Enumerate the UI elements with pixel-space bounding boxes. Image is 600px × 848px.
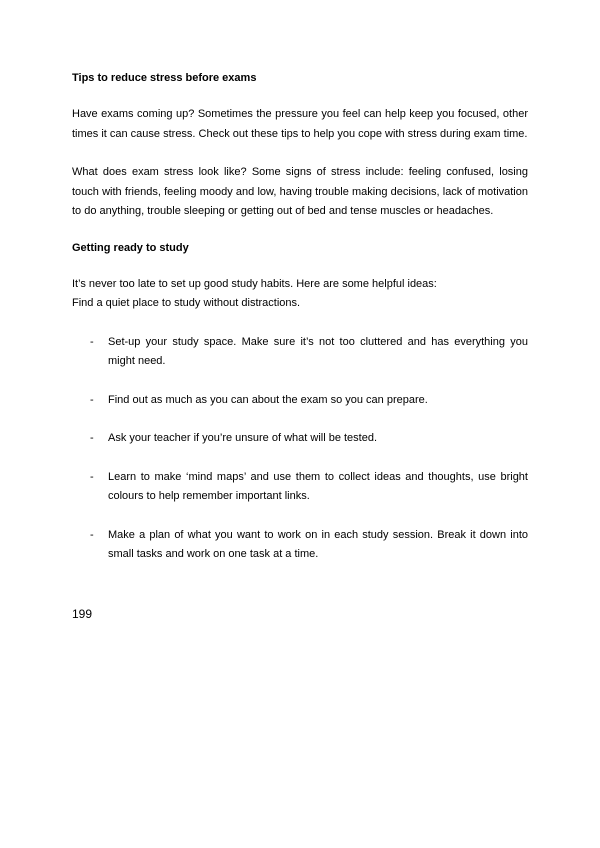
intro-paragraph: Have exams coming up? Sometimes the pressure you feel can help keep you focused, other times it can cause stress. Check out these tips to help you cope with stress during exam time. (72, 108, 528, 140)
page-number: 199 (72, 607, 93, 621)
document-body (72, 71, 528, 565)
list-item (72, 468, 528, 507)
list-item-text: Set-up your study space. Make sure it’s not too cluttered and has everything you might need. (108, 335, 528, 367)
bullet-dash: - (90, 470, 94, 483)
list-item (72, 333, 528, 372)
list-item-text: Make a plan of what you want to work on in each study session. Break it down into small tasks and work on one task at a time. (108, 528, 528, 560)
section-heading-study: Getting ready to study (72, 241, 189, 254)
list-item-text: Learn to make ‘mind maps’ and use them to collect ideas and thoughts, use bright colours to help remember important links. (108, 470, 528, 502)
list-item (72, 429, 528, 449)
section-heading-stress: Tips to reduce stress before exams (72, 72, 257, 84)
list-item-text: Ask your teacher if you’re unsure of what will be tested. (108, 432, 378, 444)
list-item-text: Find out as much as you can about the exam so you can prepare. (108, 393, 428, 406)
list-item (72, 391, 528, 411)
bullet-dash: - (90, 393, 94, 406)
signs-of-stress-paragraph: What does exam stress look like? Some signs of stress include: feeling confused, losing touch with friends, feeling moody and low, having trouble making decisions, lack of motivation to do anything, trouble sleeping or getting out of bed and tense muscles or headaches. (72, 166, 528, 217)
study-habits-intro: It’s never too late to set up good study habits. Here are some helpful ideas: (72, 277, 437, 290)
bullet-dash: - (90, 528, 94, 541)
study-tips-list (72, 333, 528, 565)
list-item (72, 526, 528, 565)
bullet-dash: - (90, 335, 94, 348)
quiet-place-line: Find a quiet place to study without distractions. (72, 297, 301, 309)
bullet-dash: - (90, 432, 94, 444)
